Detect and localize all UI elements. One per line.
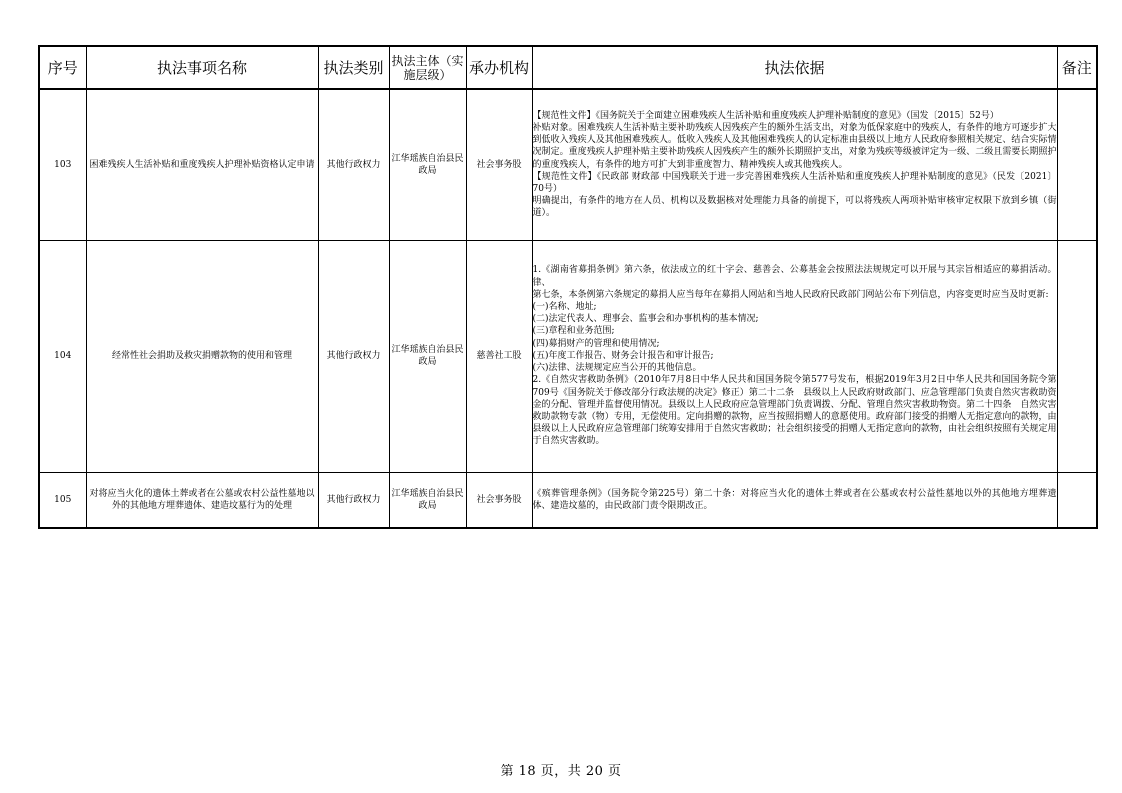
basis-line: 【规范性文件】《民政部 财政部 中国残联关于进一步完善困难残疾人生活补贴和重度残疾人护理补贴制度的意见》（民发〔2021〕70号） — [532, 171, 1057, 195]
row-category: 其他行政权力 — [318, 472, 389, 528]
row-subject: 江华瑶族自治县民政局 — [389, 240, 466, 472]
row-subject: 江华瑶族自治县民政局 — [389, 89, 466, 240]
basis-line: (四)募捐财产的管理和使用情况; — [532, 338, 660, 349]
basis-line: (三)章程和业务范围; — [532, 326, 615, 337]
header-category: 执法类别 — [318, 46, 389, 89]
row-seq: 104 — [39, 240, 86, 472]
basis-line: 2.《自然灾害救助条例》（2010年7月8日中华人民共和国国务院令第577号发布，根据2019年3月2日中华人民共和国国务院令第709号《国务院关于修改部分行政法规的决定》修正）第二十二条 县级以上人民政府财政部门、应急管理部门负责自然灾害救助资金的分配、管理并监督使用情况。县级以上人民政府应急管理部门负责调拨、分配、管理自然灾害救助物资。第二十四条 自然灾害救助款物专款（物）专用，无偿使用。定向捐赠的款物，应当按照捐赠人的意愿使用。政府部门接受的捐赠人无指定意向的款物，由县级以上人民政府应急管理部门统筹安排用于自然灾害救助；社会组织接受的捐赠人无指定意向的款物，由社会组织按照有关规定用于自然灾害救助。 — [532, 375, 1057, 447]
row-seq: 105 — [39, 472, 86, 528]
table-row — [39, 472, 1097, 528]
row-item-name: 经常性社会捐助及救灾捐赠款物的使用和管理 — [86, 240, 318, 472]
row-item-name: 对将应当火化的遗体土葬或者在公墓或农村公益性墓地以外的其他地方埋葬遗体、建造坟墓行为的处理 — [86, 472, 318, 528]
basis-line: 补贴对象。困难残疾人生活补贴主要补助残疾人因残疾产生的额外生活支出，对象为低保家庭中的残疾人，有条件的地方可逐步扩大到低收入残疾人及其他困难残疾人。低收入残疾人及其他困难残疾人的认定标准由县级以上地方人民政府参照相关规定、结合实际情况制定。重度残疾人护理补贴主要补助残疾人因残疾产生的额外长期照护支出，对象为残疾等级被评定为一级、二级且需要长期照护的重度残疾人，有条件的地方可扩大到非重度智力、精神残疾人或其他残疾人。 — [532, 123, 1057, 170]
table-row — [39, 89, 1097, 240]
row-basis — [532, 89, 1057, 240]
basis-line: 【规范性文件】《国务院关于全面建立困难残疾人生活补贴和重度残疾人护理补贴制度的意见》（国发〔2015〕52号） — [532, 110, 999, 121]
header-subject-label: 执法主体（实施层级） — [391, 53, 464, 82]
basis-line: 1.《湖南省募捐条例》第六条，依法成立的红十字会、慈善会、公募基金会按照法法规规定可以开展与其宗旨相适应的募捐活动。律、 — [532, 265, 1057, 288]
basis-line: (二)法定代表人、理事会、监事会和办事机构的基本情况; — [532, 314, 759, 325]
row-subject: 江华瑶族自治县民政局 — [389, 472, 466, 528]
row-note — [1057, 240, 1097, 472]
header-basis: 执法依据 — [532, 46, 1057, 89]
row-category: 其他行政权力 — [318, 89, 389, 240]
row-category: 其他行政权力 — [318, 240, 389, 472]
row-basis — [532, 240, 1057, 472]
row-note — [1057, 472, 1097, 528]
row-dept: 社会事务股 — [466, 472, 532, 528]
table-row — [39, 240, 1097, 472]
header-dept: 承办机构 — [466, 46, 532, 89]
header-item-name: 执法事项名称 — [86, 46, 318, 89]
basis-line: 明确提出，有条件的地方在人员、机构以及数据核对处理能力具备的前提下，可以将残疾人两项补贴审核审定权限下放到乡镇（街道）。 — [532, 196, 1057, 219]
enforcement-items-table — [38, 45, 1098, 529]
header-subject — [389, 46, 466, 89]
basis-line: (一)名称、地址; — [532, 302, 597, 313]
row-basis — [532, 472, 1057, 528]
basis-line: (五)年度工作报告、财务会计报告和审计报告; — [532, 350, 714, 361]
table-header-row — [39, 46, 1097, 89]
page-number: 第 18 页，共 20 页 — [500, 764, 622, 779]
row-seq: 103 — [39, 89, 86, 240]
header-note: 备注 — [1057, 46, 1097, 89]
row-note — [1057, 89, 1097, 240]
basis-line: (六)法律、法规规定应当公开的其他信息。 — [532, 363, 702, 374]
header-seq: 序号 — [39, 46, 86, 89]
row-dept: 社会事务股 — [466, 89, 532, 240]
basis-line: 第七条，本条例第六条规定的募捐人应当每年在募捐人网站和当地人民政府民政部门网站公布下列信息，内容变更时应当及时更新: — [532, 289, 1049, 300]
basis-line: 《殡葬管理条例》（国务院令第225号）第二十条：对将应当火化的遗体土葬或者在公墓或农村公益性墓地以外的其他地方埋葬遗体、建造坟墓的，由民政部门责令限期改正。 — [532, 488, 1057, 511]
row-dept: 慈善社工股 — [466, 240, 532, 472]
row-item-name: 困难残疾人生活补贴和重度残疾人护理补贴资格认定申请 — [86, 89, 318, 240]
